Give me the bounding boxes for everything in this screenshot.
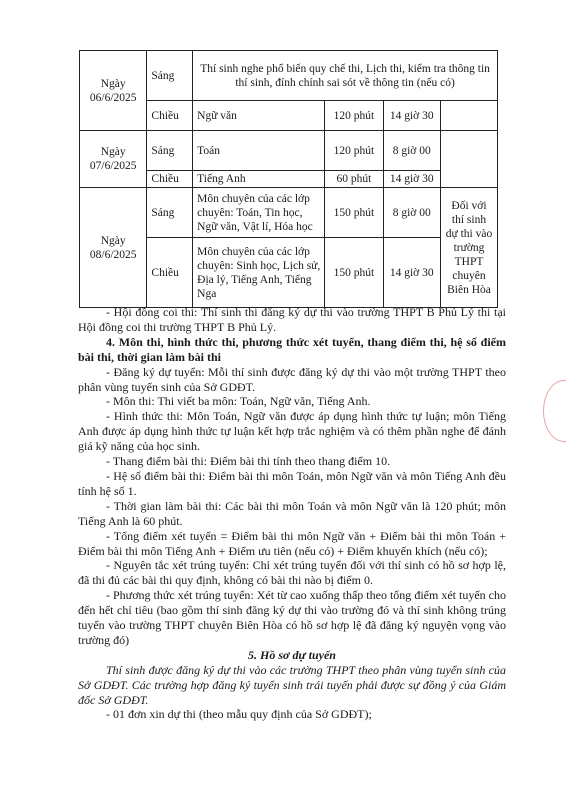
duration-cell: 150 phút <box>325 238 383 308</box>
paragraph: - Hình thức thi: Môn Toán, Ngữ văn được áp dụng hình thức tự luận; môn Tiếng Anh được áp dụng hình thức tự luận kết hợp trắc nghiệm và có thêm phần nghe để đánh giá kỹ năng của học sinh. <box>78 409 506 454</box>
session-cell: Chiều <box>147 101 193 131</box>
subject-cell: Toán <box>193 131 325 171</box>
paragraph: - Môn thi: Thi viết ba môn: Toán, Ngữ văn, Tiếng Anh. <box>106 394 371 409</box>
subject-cell: Ngữ văn <box>193 101 325 131</box>
start-time-cell: 14 giờ 30 <box>383 171 440 188</box>
duration-cell: 120 phút <box>325 131 383 171</box>
day-cell: Ngày 06/6/2025 <box>80 51 147 131</box>
paragraph: - Tổng điểm xét tuyển = Điểm bài thi môn Ngữ văn + Điểm bài thi môn Toán + Điểm bài thi môn Tiếng Anh + Điểm ưu tiên (nếu có) + Điểm khuyến khích (nếu có); <box>78 528 506 558</box>
red-stamp-seal <box>543 380 566 442</box>
day-cell: Ngày 08/6/2025 <box>80 188 147 308</box>
section-heading: 4. Môn thi, hình thức thi, phương thức xét tuyển, thang điểm thi, hệ số điểm bài thi, thời gian làm bài thi <box>78 334 506 364</box>
paragraph: - Thời gian làm bài thi: Các bài thi môn Toán và môn Ngữ văn là 120 phút; môn Tiếng Anh là 60 phút. <box>78 498 506 528</box>
note-cell: Đối với thí sinh dự thi vào trường THPT chuyên Biên Hòa <box>440 188 497 308</box>
paragraph: Thí sinh được đăng ký dự thi vào các trường THPT theo phân vùng tuyển sinh của Sở GDĐT. Các trường hợp đăng ký tuyển sinh trái tuyến phải được sự đồng ý của Giám đốc Sở GDĐT. <box>78 662 506 707</box>
subject-cell: Môn chuyên của các lớp chuyên: Sinh học, Lịch sử, Địa lý, Tiếng Anh, Tiếng Nga <box>193 238 325 308</box>
duration-cell: 60 phút <box>325 171 383 188</box>
session-cell: Sáng <box>147 188 193 238</box>
table-row <box>80 51 498 101</box>
session-cell: Chiều <box>147 238 193 308</box>
table-row <box>80 188 498 238</box>
content-cell: Thí sinh nghe phổ biến quy chế thi, Lịch thi, kiểm tra thông tin thí sinh, đính chính sai sót về thông tin (nếu có) <box>193 51 498 101</box>
start-time-cell: 8 giờ 00 <box>383 188 440 238</box>
start-time-cell: 8 giờ 00 <box>383 131 440 171</box>
subject-cell: Môn chuyên của các lớp chuyên: Toán, Tin học, Ngữ văn, Vật lí, Hóa học <box>193 188 325 238</box>
paragraph: - Đăng ký dự tuyển: Mỗi thí sinh được đăng ký dự thi vào một trường THPT theo phân vùng tuyển sinh của Sở GDĐT. <box>78 364 506 394</box>
day-cell: Ngày 07/6/2025 <box>80 131 147 188</box>
note-cell <box>440 131 497 188</box>
subject-cell: Tiếng Anh <box>193 171 325 188</box>
paragraph: - Hội đồng coi thi: Thí sinh thi đăng ký dự thi vào trường THPT B Phủ Lý thi tại Hội đồng coi thi trường THPT B Phủ Lý. <box>78 305 506 334</box>
session-cell: Sáng <box>147 131 193 171</box>
table-row <box>80 131 498 171</box>
paragraph: - Nguyên tắc xét trúng tuyển: Chỉ xét trúng tuyển đối với thí sinh có hồ sơ hợp lệ, đã thi đủ các bài thi quy định, không có bài thi nào bị điểm 0. <box>78 558 506 588</box>
paragraph: - Thang điểm bài thi: Điểm bài thi tính theo thang điểm 10. <box>106 454 391 469</box>
paragraph: - Hệ số điểm bài thi: Điểm bài thi môn Toán, môn Ngữ văn và môn Tiếng Anh đều tính hệ số 1. <box>78 468 506 498</box>
exam-schedule-table <box>79 50 498 308</box>
paragraph: - 01 đơn xin dự thi (theo mẫu quy định của Sở GDĐT); <box>106 707 372 722</box>
section-heading: 5. Hồ sơ dự tuyển <box>248 647 336 662</box>
start-time-cell: 14 giờ 30 <box>383 238 440 308</box>
duration-cell: 120 phút <box>325 101 383 131</box>
session-cell: Sáng <box>147 51 193 101</box>
session-cell: Chiều <box>147 171 193 188</box>
duration-cell: 150 phút <box>325 188 383 238</box>
start-time-cell: 14 giờ 30 <box>383 101 440 131</box>
note-cell <box>440 101 497 131</box>
paragraph: - Phương thức xét trúng tuyển: Xét từ cao xuống thấp theo tổng điểm xét tuyển cho đến hết chỉ tiêu (bao gồm thí sinh đăng ký dự thi vào trường đó và thí sinh không trúng tuyển vào trường THPT chuyên Biên Hòa có hồ sơ hợp lệ đã đăng ký nguyện vọng vào trường đó) <box>78 588 506 647</box>
document-body <box>78 305 506 722</box>
